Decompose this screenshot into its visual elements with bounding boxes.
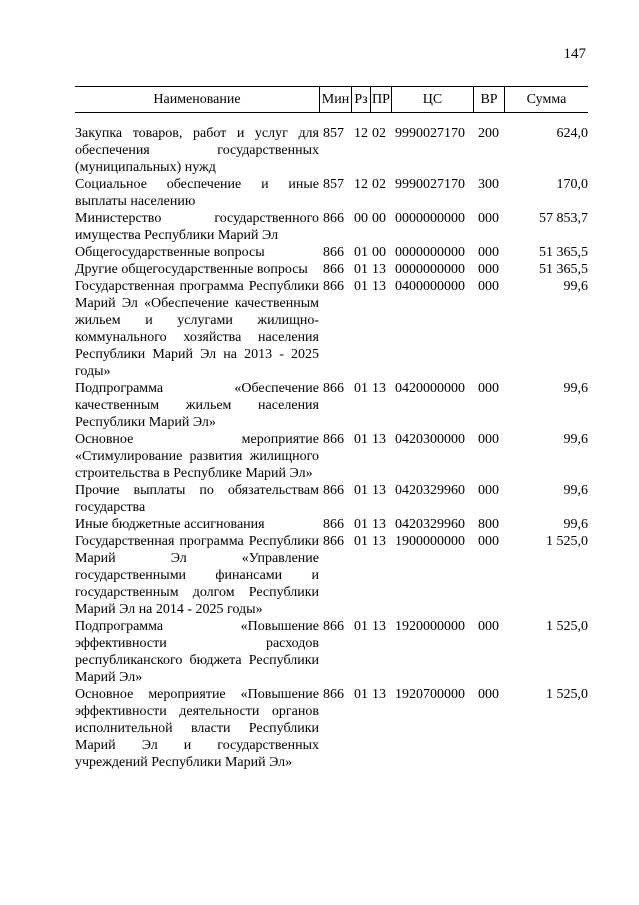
row-cs: 9990027170 bbox=[395, 177, 465, 192]
page-number: 147 bbox=[563, 46, 586, 62]
row-vr: 000 bbox=[478, 534, 499, 549]
header-name: Наименование bbox=[153, 92, 241, 107]
row-vr: 000 bbox=[478, 381, 499, 396]
row-rz: 12 bbox=[354, 126, 368, 141]
header-min: Мин bbox=[319, 87, 351, 112]
row-sum: 51 365,5 bbox=[539, 262, 588, 277]
row-pr: 13 bbox=[372, 381, 386, 396]
table-row bbox=[75, 380, 588, 431]
row-name: Прочие выплаты по обязательствам государства bbox=[75, 483, 319, 515]
row-vr: 000 bbox=[478, 262, 499, 277]
row-rz: 01 bbox=[354, 517, 368, 532]
row-min: 866 bbox=[323, 517, 344, 532]
row-rz: 12 bbox=[354, 177, 368, 192]
row-cs: 0420300000 bbox=[395, 432, 465, 447]
header-sum: Сумма bbox=[504, 87, 588, 112]
row-pr: 00 bbox=[372, 245, 386, 260]
row-cs: 1900000000 bbox=[395, 534, 465, 549]
row-pr: 13 bbox=[372, 534, 386, 549]
row-min: 866 bbox=[323, 381, 344, 396]
row-cs: 0420329960 bbox=[395, 483, 465, 498]
table-row bbox=[75, 244, 588, 261]
row-name: Подпрограмма «Повышение эффективности расходов республиканского бюджета Республики Марий Эл» bbox=[75, 619, 319, 685]
table-row bbox=[75, 261, 588, 278]
row-vr: 800 bbox=[478, 517, 499, 532]
row-vr: 000 bbox=[478, 279, 499, 294]
table-row bbox=[75, 516, 588, 533]
row-rz: 01 bbox=[354, 483, 368, 498]
table-row bbox=[75, 125, 588, 176]
row-sum: 99,6 bbox=[563, 381, 588, 396]
row-min: 866 bbox=[323, 279, 344, 294]
row-sum: 99,6 bbox=[563, 432, 588, 447]
row-sum: 99,6 bbox=[563, 279, 588, 294]
row-min: 866 bbox=[323, 687, 344, 702]
row-vr: 000 bbox=[478, 245, 499, 260]
row-rz: 01 bbox=[354, 245, 368, 260]
row-pr: 13 bbox=[372, 432, 386, 447]
row-pr: 13 bbox=[372, 687, 386, 702]
row-vr: 000 bbox=[478, 432, 499, 447]
row-vr: 000 bbox=[478, 211, 499, 226]
row-pr: 02 bbox=[372, 177, 386, 192]
row-min: 857 bbox=[323, 177, 344, 192]
row-name: Министерство государственного имущества Республики Марий Эл bbox=[75, 211, 319, 243]
row-vr: 000 bbox=[478, 687, 499, 702]
row-sum: 99,6 bbox=[563, 517, 588, 532]
row-pr: 02 bbox=[372, 126, 386, 141]
row-sum: 51 365,5 bbox=[539, 245, 588, 260]
row-vr: 200 bbox=[478, 126, 499, 141]
row-rz: 01 bbox=[354, 619, 368, 634]
row-name: Государственная программа Республики Марий Эл «Обеспечение качественным жильем и услугами жилищно-коммунального хозяйства населения Республики Марий Эл на 2013 - 2025 годы» bbox=[75, 279, 319, 379]
row-pr: 13 bbox=[372, 517, 386, 532]
row-min: 866 bbox=[323, 619, 344, 634]
row-vr: 000 bbox=[478, 619, 499, 634]
row-min: 866 bbox=[323, 262, 344, 277]
row-sum: 1 525,0 bbox=[546, 534, 588, 549]
row-rz: 00 bbox=[354, 211, 368, 226]
row-min: 866 bbox=[323, 483, 344, 498]
header-rz: Рз bbox=[351, 87, 370, 112]
row-rz: 01 bbox=[354, 381, 368, 396]
row-cs: 0400000000 bbox=[395, 279, 465, 294]
table-row bbox=[75, 618, 588, 686]
row-rz: 01 bbox=[354, 279, 368, 294]
row-min: 866 bbox=[323, 534, 344, 549]
row-sum: 1 525,0 bbox=[546, 687, 588, 702]
row-cs: 1920000000 bbox=[395, 619, 465, 634]
row-name: Государственная программа Республики Марий Эл «Управление государственными финансами и государственным долгом Республики Марий Эл на 2014 - 2025 годы» bbox=[75, 534, 319, 617]
table-row bbox=[75, 210, 588, 244]
row-pr: 13 bbox=[372, 279, 386, 294]
row-sum: 624,0 bbox=[556, 126, 588, 141]
table-row bbox=[75, 482, 588, 516]
table-body bbox=[75, 125, 588, 771]
row-sum: 57 853,7 bbox=[539, 211, 588, 226]
row-cs: 9990027170 bbox=[395, 126, 465, 141]
row-name: Иные бюджетные ассигнования bbox=[75, 517, 265, 532]
row-cs: 0000000000 bbox=[395, 211, 465, 226]
header-vr: ВР bbox=[473, 87, 504, 112]
row-name: Подпрограмма «Обеспечение качественным жильем населения Республики Марий Эл» bbox=[75, 381, 319, 430]
table-row bbox=[75, 533, 588, 618]
row-pr: 13 bbox=[372, 262, 386, 277]
row-min: 866 bbox=[323, 432, 344, 447]
row-cs: 0420000000 bbox=[395, 381, 465, 396]
row-cs: 0420329960 bbox=[395, 517, 465, 532]
table-row bbox=[75, 431, 588, 482]
row-min: 857 bbox=[323, 126, 344, 141]
table-header bbox=[75, 86, 588, 113]
row-name: Социальное обеспечение и иные выплаты населению bbox=[75, 177, 319, 209]
row-sum: 99,6 bbox=[563, 483, 588, 498]
header-cs: ЦС bbox=[391, 87, 473, 112]
row-rz: 01 bbox=[354, 534, 368, 549]
row-name: Другие общегосударственные вопросы bbox=[75, 262, 308, 277]
row-vr: 000 bbox=[478, 483, 499, 498]
table-row bbox=[75, 686, 588, 771]
row-rz: 01 bbox=[354, 687, 368, 702]
row-cs: 0000000000 bbox=[395, 245, 465, 260]
row-sum: 1 525,0 bbox=[546, 619, 588, 634]
row-min: 866 bbox=[323, 211, 344, 226]
row-cs: 1920700000 bbox=[395, 687, 465, 702]
row-pr: 00 bbox=[372, 211, 386, 226]
row-name: Основное мероприятие «Стимулирование развития жилищного строительства в Республике Марий Эл» bbox=[75, 432, 319, 481]
table-row bbox=[75, 278, 588, 380]
row-cs: 0000000000 bbox=[395, 262, 465, 277]
header-pr: ПР bbox=[370, 87, 391, 112]
row-name: Общегосударственные вопросы bbox=[75, 245, 265, 260]
row-rz: 01 bbox=[354, 262, 368, 277]
table-row bbox=[75, 176, 588, 210]
row-min: 866 bbox=[323, 245, 344, 260]
row-vr: 300 bbox=[478, 177, 499, 192]
row-name: Основное мероприятие «Повышение эффективности деятельности органов исполнительной власти Республики Марий Эл и государственных учреждений Республики Марий Эл» bbox=[75, 687, 319, 770]
row-sum: 170,0 bbox=[556, 177, 588, 192]
row-rz: 01 bbox=[354, 432, 368, 447]
row-name: Закупка товаров, работ и услуг для обеспечения государственных (муниципальных) нужд bbox=[75, 126, 319, 175]
row-pr: 13 bbox=[372, 483, 386, 498]
row-pr: 13 bbox=[372, 619, 386, 634]
